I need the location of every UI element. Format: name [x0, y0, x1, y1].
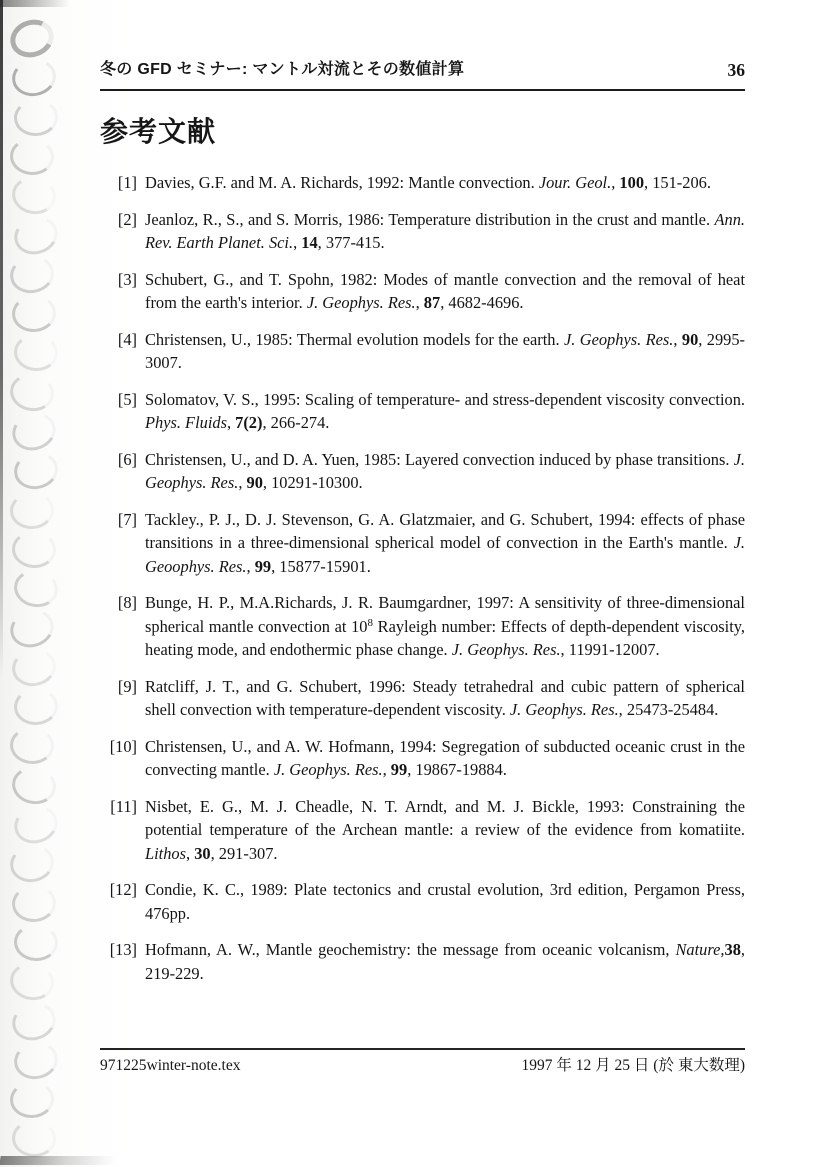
binder-hole: [11, 448, 61, 493]
reference-text: Rayleigh number: Effects of depth-dependent viscosity, heating mode, and endothermic phase change.: [145, 616, 746, 659]
reference-text: ,: [673, 329, 682, 349]
reference-text: , 10291-10300.: [262, 473, 363, 492]
reference-text: Ratcliff, J. T., and G. Schubert, 1996: Steady tetrahedral and cubic pattern of spherical shell convection with temperature-dependent viscosity.: [145, 676, 745, 719]
reference-text: 30: [194, 843, 211, 863]
binder-hole: [11, 1119, 57, 1158]
reference-text: J. Geophys. Res.: [563, 329, 674, 349]
reference-text: J. Geophys. Res.: [509, 700, 619, 719]
binder-hole: [9, 55, 59, 100]
binder-hole: [9, 490, 55, 530]
reference-text: , 15877-15901.: [271, 556, 371, 576]
reference-text: Solomatov, V. S., 1995: Scaling of temperature- and stress-dependent viscosity convection.: [145, 389, 745, 409]
page-edge-shadow: [0, 0, 3, 680]
reference-label: [1]: [117, 173, 137, 192]
reference-text: 99: [390, 760, 408, 779]
reference-text: 100: [619, 173, 645, 192]
binder-hole: [13, 923, 59, 962]
reference-label: [9]: [117, 676, 137, 696]
reference-text: ,: [382, 760, 391, 779]
reference-text: , 219-229.: [145, 940, 745, 983]
binder-hole: [9, 174, 59, 218]
binder-hole: [7, 252, 57, 297]
reference-text: 87: [423, 293, 441, 312]
reference-text: Phys. Fluids: [145, 413, 227, 432]
reference-text: , 25473-25484.: [618, 700, 719, 719]
reference-text: J. Geophys. Res.: [145, 449, 745, 492]
reference-text: J. Geophys. Res.: [273, 760, 383, 779]
binder-hole: [7, 960, 57, 1004]
reference-text: 14: [301, 233, 318, 252]
reference-item: [100, 508, 745, 579]
reference-text: 38: [724, 940, 741, 959]
header-title: 冬の GFD セミナー: マントル対流とその数値計算: [100, 61, 465, 78]
reference-text: Ann. Rev. Earth Planet. Sci.: [145, 209, 745, 252]
binder-hole: [5, 14, 58, 63]
reference-item: [100, 795, 745, 866]
reference-text: Bunge, H. P., M.A.Richards, J. R. Baumgardner, 1997: A sensitivity of three-dimensional spherical mantle convection at 10: [145, 593, 745, 636]
reference-text: , 11991-12007.: [560, 640, 660, 659]
page-number: 36: [727, 60, 745, 80]
reference-text: Hofmann, A. W., Mantle geochemistry: the message from oceanic volcanism,: [145, 940, 676, 959]
binder-hole: [9, 211, 62, 260]
reference-text: Tackley., P. J., D. J. Stevenson, G. A. Glatzmaier, and G. Schubert, 1994: effects of phase transitions in a three-dimensional spherical model of convection in the Earth's mantle.: [145, 509, 745, 552]
binder-hole: [9, 726, 55, 765]
reference-text: , 4682-4696.: [440, 293, 524, 312]
reference-text: Davies, G.F. and M. A. Richards, 1992: Mantle convection.: [145, 173, 539, 192]
binder-hole: [9, 800, 62, 849]
reference-item: [100, 938, 745, 985]
binder-hole: [11, 530, 57, 569]
reference-text: Jour. Geol.: [538, 173, 612, 192]
binder-hole: [7, 407, 60, 456]
reference-text: Condie, K. C., 1989: Plate tectonics and crustal evolution, 3rd edition, Pergamon Press, 476pp.: [145, 880, 745, 923]
reference-text: ,: [226, 413, 236, 432]
reference-text: J. Geophys. Res.: [451, 640, 561, 659]
binder-hole: [13, 333, 59, 372]
footer-date: 1997 年 12 月 25 日 (於 東大数理): [521, 1057, 745, 1074]
section-title: 参考文献: [100, 116, 217, 147]
reference-text: , 266-274.: [262, 413, 330, 432]
reference-text: J. Geoophys. Res.: [145, 533, 745, 576]
reference-text: Nature,: [675, 940, 725, 959]
reference-label: [6]: [117, 449, 137, 469]
binder-hole: [5, 604, 58, 653]
reference-text: ,: [238, 473, 247, 492]
reference-text: 99: [254, 556, 272, 576]
reference-label: [5]: [117, 389, 137, 409]
reference-label: [10]: [109, 736, 137, 756]
reference-text: 90: [681, 329, 699, 349]
reference-text: Jeanloz, R., S., and S. Morris, 1986: Temperature distribution in the crust and mantle.: [145, 209, 715, 229]
binder-hole: [7, 997, 60, 1046]
binder-holes: [0, 0, 80, 1167]
reference-label: [2]: [117, 209, 137, 229]
reference-label: [4]: [117, 329, 137, 349]
reference-text: 90: [246, 473, 263, 492]
reference-item: [100, 735, 745, 782]
binder-hole: [7, 841, 57, 886]
reference-label: [8]: [117, 593, 137, 612]
reference-text: Christensen, U., and A. W. Hofmann, 1994: Segregation of subducted oceanic crust in the convecting mantle.: [145, 736, 745, 779]
reference-item: [100, 171, 745, 195]
binder-hole: [9, 137, 55, 176]
reference-label: [11]: [110, 796, 137, 816]
reference-text: , 19867-19884.: [407, 760, 507, 779]
reference-item: [100, 268, 745, 315]
binder-hole: [9, 763, 59, 807]
reference-label: [12]: [109, 880, 137, 899]
scan-smudge-top: [0, 0, 70, 7]
reference-item: [100, 591, 745, 662]
binder-hole: [11, 294, 57, 334]
footer-filename: 971225winter-note.tex: [100, 1057, 241, 1074]
page-content: [100, 58, 745, 998]
reference-text: , 151-206.: [644, 173, 711, 192]
binder-hole: [11, 567, 61, 611]
reference-text: Nisbet, E. G., M. J. Cheadle, N. T. Arndt, and M. J. Bickle, 1993: Constraining the potential temperature of the Archean mantle: a review of the evidence from komatiite.: [145, 796, 745, 839]
reference-text: 8: [367, 616, 373, 629]
page-footer: [100, 1048, 745, 1076]
reference-text: Christensen, U., 1985: Thermal evolution models for the earth.: [145, 329, 564, 349]
binder-hole: [7, 370, 57, 414]
page-header: [100, 58, 745, 91]
reference-item: [100, 448, 745, 495]
reference-item: [100, 208, 745, 255]
reference-text: ,: [293, 233, 302, 252]
reference-text: ,: [415, 293, 424, 312]
reference-text: ,: [246, 556, 255, 576]
reference-item: [100, 675, 745, 722]
binder-hole: [13, 687, 59, 727]
reference-text: 7(2): [235, 413, 263, 432]
binder-hole: [13, 97, 59, 137]
reference-text: , 377-415.: [317, 233, 385, 252]
reference-text: Schubert, G., and T. Spohn, 1982: Modes of mantle convection and the removal of heat from the earth's interior.: [145, 269, 745, 312]
binder-hole: [9, 645, 59, 690]
reference-item: [100, 388, 745, 435]
reference-text: J. Geophys. Res.: [306, 293, 416, 312]
reference-label: [13]: [109, 940, 137, 959]
reference-text: Christensen, U., and D. A. Yuen, 1985: Layered convection induced by phase transitions.: [145, 449, 734, 469]
reference-text: ,: [186, 843, 195, 863]
scan-smudge-bottom: [0, 1156, 116, 1165]
reference-text: ,: [611, 173, 620, 192]
binder-hole: [11, 883, 57, 923]
reference-text: , 2995-3007.: [145, 329, 746, 372]
reference-text: Lithos: [145, 843, 186, 863]
reference-label: [3]: [117, 269, 137, 289]
reference-text: , 291-307.: [210, 843, 278, 863]
binder-hole: [9, 1080, 55, 1120]
binder-hole: [11, 1038, 61, 1083]
reference-list: [100, 171, 745, 985]
reference-item: [100, 328, 745, 375]
reference-item: [100, 878, 745, 925]
reference-label: [7]: [117, 509, 137, 529]
